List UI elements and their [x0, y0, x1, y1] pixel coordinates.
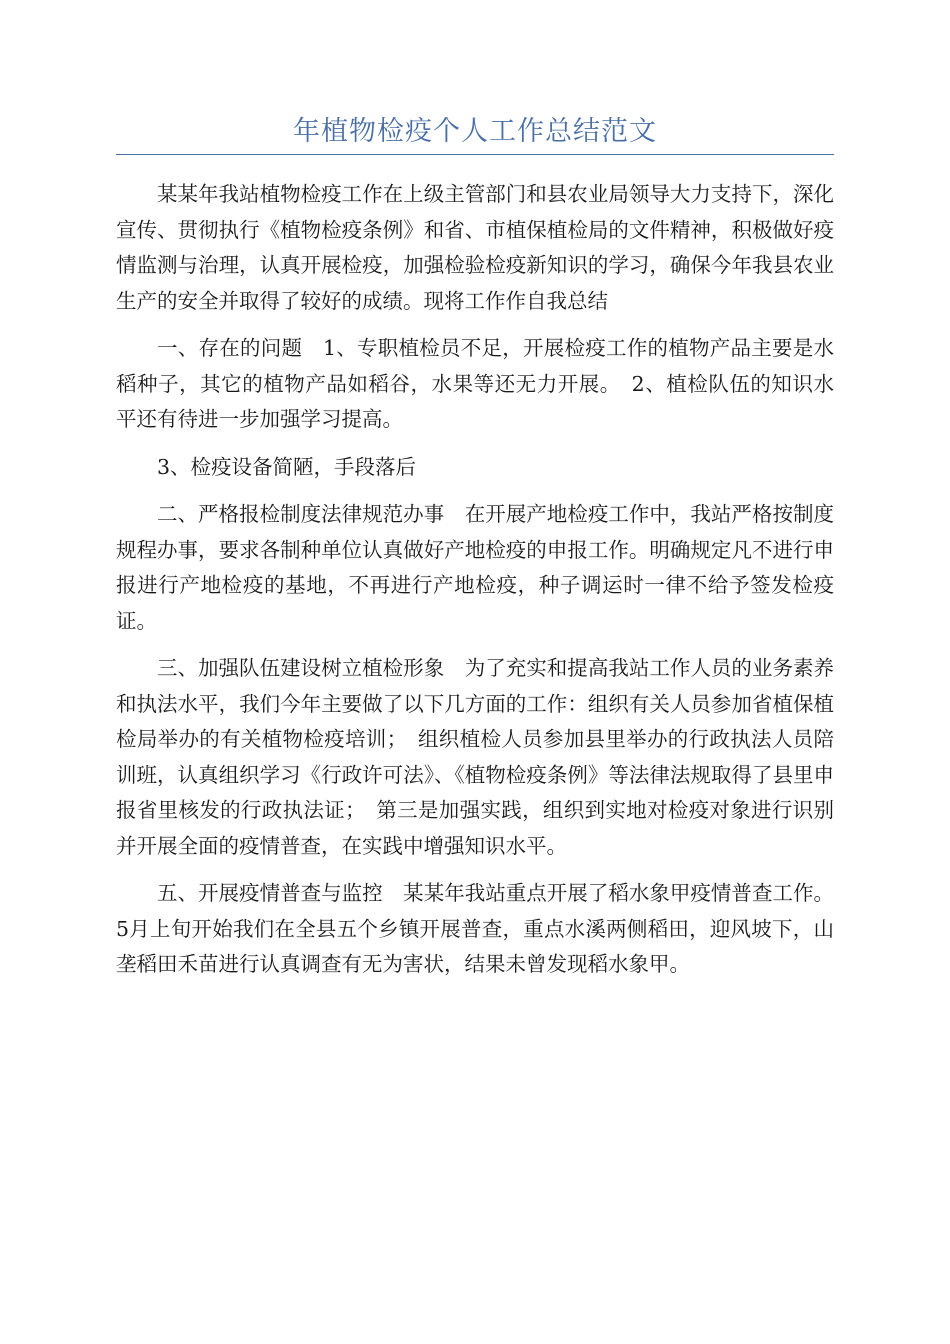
paragraph-equipment: 3、检疫设备简陋，手段落后	[157, 454, 417, 479]
paragraph-intro: 某某年我站植物检疫工作在上级主管部门和县农业局领导大力支持下，深化宣传、贯彻执行《植物检疫条例》和省、市植保植检局的文件精神，积极做好疫情监测与治理，认真开展检疫，加强检验检疫新知识的学习，确保今年我县农业生产的安全并取得了较好的成绩。现将工作作自我总结	[116, 182, 834, 313]
document-body	[116, 177, 834, 995]
paragraph-team-building: 三、加强队伍建设树立植检形象 为了充实和提高我站工作人员的业务素养和执法水平，我们今年主要做了以下几方面的工作：组织有关人员参加省植保植检局举办的有关植物检疫培训； 组织植检人员参加县里举办的行政执法人员陪训班，认真组织学习《行政许可法》、《植物检疫条例》等法律法规取得了县里申报省里核发的行政执法证； 第三是加强实践，组织到实地对检疫对象进行识别并开展全面的疫情普查，在实践中增强知识水平。	[116, 656, 834, 858]
paragraph-problems: 一、存在的问题 1、专职植检员不足，开展检疫工作的植物产品主要是水稻种子，其它的植物产品如稻谷，水果等还无力开展。 2、植检队伍的知识水平还有待进一步加强学习提高。	[116, 336, 834, 431]
paragraph-inspection-rules: 二、严格报检制度法律规范办事 在开展产地检疫工作中，我站严格按制度规程办事，要求各制种单位认真做好产地检疫的申报工作。明确规定凡不进行申报进行产地检疫的基地，不再进行产地检疫，种子调运时一律不给予签发检疫证。	[116, 502, 834, 633]
document-title: 年植物检疫个人工作总结范文	[293, 116, 657, 147]
paragraph-survey-monitoring: 五、开展疫情普查与监控 某某年我站重点开展了稻水象甲疫情普查工作。5月上旬开始我们在全县五个乡镇开展普查，重点水溪两侧稻田，迎风坡下，山垄稻田禾苗进行认真调查有无为害状，结果未曾发现稻水象甲。	[116, 881, 834, 976]
title-underline	[116, 154, 834, 155]
